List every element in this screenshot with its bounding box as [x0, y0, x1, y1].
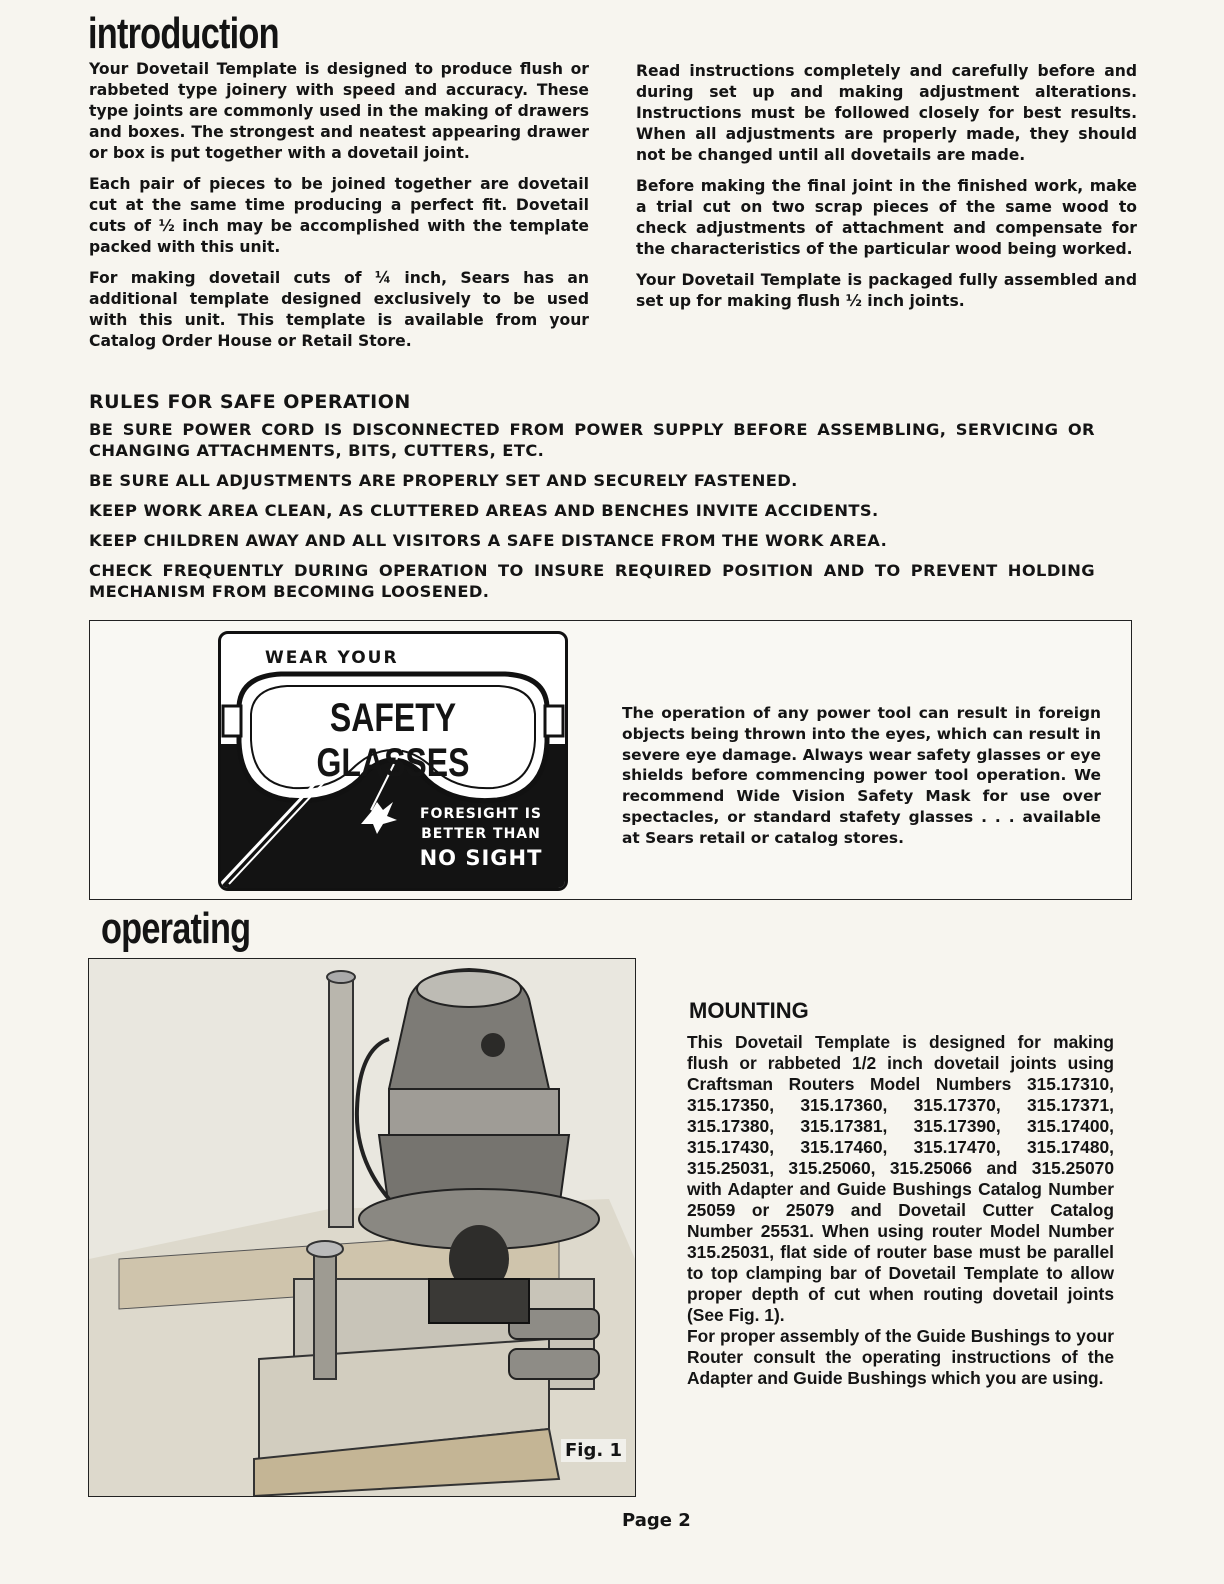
- rule-item: BE SURE POWER CORD IS DISCONNECTED FROM POWER SUPPLY BEFORE ASSEMBLING, SERVICING OR CHANGING ATTACHMENTS, BITS, CUTTERS, ETC.: [89, 420, 1095, 460]
- badge-main-text: SAFETY GLASSES: [316, 696, 470, 785]
- intro-paragraph: Your Dovetail Template is designed to produce flush or rabbeted type joinery with speed and accuracy. These type joints are commonly used in the making of drawers and boxes. The strongest and neatest appearing drawer or box is put together with a dovetail joint.: [89, 60, 589, 162]
- mounting-paragraph: For proper assembly of the Guide Bushings to your Router consult the operating instructions of the Adapter and Guide Bushings which you are using.: [687, 1326, 1114, 1388]
- badge-line-1: FORESIGHT IS: [419, 806, 543, 822]
- mounting-text: [687, 1032, 1114, 1389]
- mounting-paragraph: This Dovetail Template is designed for making flush or rabbeted 1/2 inch dovetail joints using Craftsman Routers Model Numbers 315.17310, 315.17350, 315.17360, 315.17370, 315.17371, 315.17380, 315.17381, 315.17390, 315.17400, 315.17430, 315.17460, 315.17470, 315.17480, 315.25031, 315.25060, 315.25066 and 315.25070 with Adapter and Guide Bushings Catalog Number 25059 or 25079 and Dovetail Cutter Catalog Number 25531. When using router Model Number 315.25031, flat side of router base must be parallel to top clamping bar of Dovetail Template to allow proper depth of cut when routing dovetail joints (See Fig. 1).: [687, 1032, 1114, 1325]
- intro-paragraph: Read instructions completely and carefully before and during set up and making adjustment alterations. Instructions must be followed closely for best results. When all adjustments are properly made, they should not be changed until all dovetails are made.: [636, 62, 1137, 164]
- rules-list: [89, 419, 1095, 611]
- introduction-heading: introduction: [88, 9, 279, 58]
- safety-glasses-badge: [218, 631, 568, 891]
- rules-title: RULES FOR SAFE OPERATION: [89, 391, 411, 413]
- page-number: Page 2: [622, 1510, 691, 1531]
- rule-item: CHECK FREQUENTLY DURING OPERATION TO INSURE REQUIRED POSITION AND TO PREVENT HOLDING MECHANISM FROM BECOMING LOOSENED.: [89, 561, 1095, 601]
- intro-paragraph: For making dovetail cuts of ¼ inch, Sears has an additional template designed exclusively to be used with this unit. This template is available from your Catalog Order House or Retail Store.: [89, 269, 589, 350]
- operating-heading: operating: [101, 904, 251, 953]
- safety-warning-text: The operation of any power tool can result in foreign objects being thrown into the eyes, which can result in severe eye damage. Always wear safety glasses or eye shields before commencing power tool operation. We recommend Wide Vision Safety Mask for use over spectacles, or standard stafety glasses . . . available at Sears retail or catalog stores.: [622, 704, 1101, 847]
- intro-paragraph: Each pair of pieces to be joined together are dovetail cut at the same time producing a perfect fit. Dovetail cuts of ½ inch may be accomplished with the template packed with this unit.: [89, 175, 589, 256]
- intro-left-column: [89, 59, 589, 362]
- rule-item: BE SURE ALL ADJUSTMENTS ARE PROPERLY SET AND SECURELY FASTENED.: [89, 471, 798, 490]
- rule-item: KEEP CHILDREN AWAY AND ALL VISITORS A SAFE DISTANCE FROM THE WORK AREA.: [89, 531, 888, 550]
- badge-line-3: NO SIGHT: [419, 846, 543, 870]
- intro-paragraph: Before making the final joint in the finished work, make a trial cut on two scrap pieces of the same wood to check adjustments of attachment and compensate for the characteristics of the particular wood being worked.: [636, 177, 1137, 258]
- rule-item: KEEP WORK AREA CLEAN, AS CLUTTERED AREAS AND BENCHES INVITE ACCIDENTS.: [89, 501, 879, 520]
- intro-right-column: [636, 61, 1137, 322]
- figure-label: Fig. 1: [561, 1439, 626, 1462]
- router-photo: [88, 958, 636, 1497]
- safety-box: [89, 620, 1132, 900]
- intro-paragraph: Your Dovetail Template is packaged fully assembled and set up for making flush ½ inch joints.: [636, 271, 1137, 310]
- router-illustration: [89, 959, 635, 1496]
- badge-top-text: WEAR YOUR: [265, 648, 399, 668]
- badge-line-2: BETTER THAN: [421, 826, 541, 842]
- mounting-title: MOUNTING: [689, 998, 809, 1023]
